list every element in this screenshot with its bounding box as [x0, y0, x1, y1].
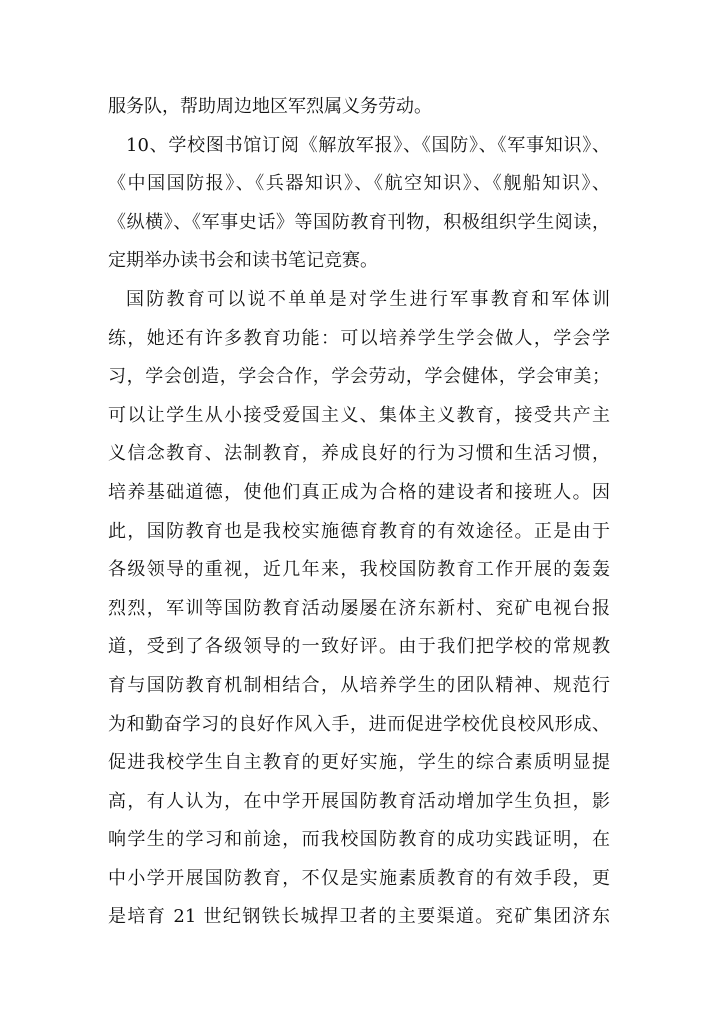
text-line: 烈烈，军训等国防教育活动屡屡在济东新村、兖矿电视台报: [108, 597, 610, 619]
text-line: 《纵横》、《军事史话》等国防教育刊物，积极组织学生阅读，: [108, 211, 610, 233]
text-line: 此，国防教育也是我校实施德育教育的有效途径。正是由于: [108, 520, 610, 542]
text-line: 促进我校学生自主教育的更好实施，学生的综合素质明显提: [108, 752, 610, 774]
text-line: 《中国国防报》、《兵器知识》、《航空知识》、《舰船知识》、: [108, 173, 610, 195]
text-line: 响学生的学习和前途，而我校国防教育的成功实践证明，在: [108, 829, 610, 851]
text-line: 道，受到了各级领导的一致好评。由于我们把学校的常规教: [108, 636, 610, 658]
text-line: 育与国防教育机制相结合，从培养学生的团队精神、规范行: [108, 674, 610, 696]
text-line: 习，学会创造，学会合作，学会劳动，学会健体，学会审美；: [108, 366, 610, 388]
text-line: 定期举办读书会和读书笔记竞赛。: [108, 250, 378, 272]
text-line: 中小学开展国防教育，不仅是实施素质教育的有效手段，更: [108, 867, 610, 889]
text-line: 国防教育可以说不单单是对学生进行军事教育和军体训: [126, 288, 610, 310]
text-line: 培养基础道德，使他们真正成为合格的建设者和接班人。因: [108, 481, 610, 503]
document-body: [108, 88, 610, 937]
text-line: 服务队，帮助周边地区军烈属义务劳动。: [108, 96, 432, 117]
text-line: 10、学校图书馆订阅《解放军报》、《国防》、《军事知识》、: [126, 134, 610, 156]
text-line: 高，有人认为，在中学开展国防教育活动增加学生负担，影: [108, 790, 610, 812]
text-line: 是培育 21 世纪钢铁长城捍卫者的主要渠道。兖矿集团济东: [108, 906, 610, 928]
text-line: 义信念教育、法制教育，养成良好的行为习惯和生活习惯，: [108, 443, 610, 465]
text-line: 各级领导的重视，近几年来，我校国防教育工作开展的轰轰: [108, 559, 610, 581]
text-line: 为和勤奋学习的良好作风入手，进而促进学校优良校风形成、: [108, 713, 610, 735]
text-line: 练，她还有许多教育功能：可以培养学生学会做人，学会学: [108, 327, 610, 349]
text-line: 可以让学生从小接受爱国主义、集体主义教育，接受共产主: [108, 404, 610, 426]
